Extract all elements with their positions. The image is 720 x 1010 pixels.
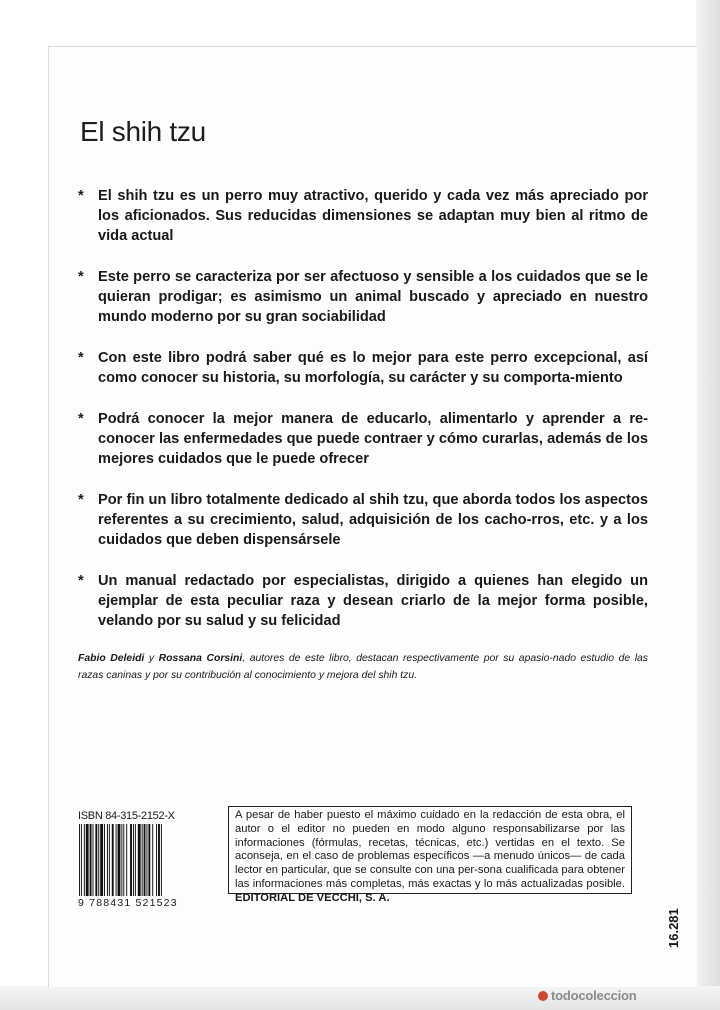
book-title: El shih tzu	[80, 116, 206, 147]
catalog-code: 16.281	[666, 908, 681, 948]
asterisk-bullet: *	[78, 492, 84, 508]
feature-text: Este perro se caracteriza por ser afectuoso y sensible a los cuidados que se le quieran prodigar; es asimismo un animal buscado y apreciado en nuestro mundo moderno por su gran sociabilidad	[98, 269, 648, 325]
feature-item	[76, 348, 648, 388]
disclaimer-box	[228, 806, 632, 904]
feature-text: El shih tzu es un perro muy atractivo, querido y cada vez más apreciado por los aficionados. Sus reducidas dimensiones se adaptan muy bien al ritmo de vida actual	[98, 188, 648, 244]
feature-item	[76, 409, 648, 469]
feature-item	[76, 267, 648, 327]
book-spine-edge	[696, 0, 720, 1010]
author-conjunction: y	[144, 653, 159, 665]
barcode	[78, 824, 196, 896]
authors-note	[78, 650, 648, 684]
ean-digits: 9 788431 521523	[78, 897, 178, 909]
asterisk-bullet: *	[78, 573, 84, 589]
asterisk-bullet: *	[78, 411, 84, 427]
authors-description: , autores de este libro, destacan respectivamente por su apasio-nado estudio de las razas caninas y por su contribución al conocimiento y mejora del shih tzu.	[78, 653, 648, 682]
author-name-2: Rossana Corsini	[158, 653, 243, 665]
feature-item	[76, 571, 648, 631]
feature-item	[76, 186, 648, 246]
watermark-logo-icon	[538, 991, 548, 1001]
feature-item	[76, 490, 648, 550]
feature-text: Con este libro podrá saber qué es lo mejor para este perro excepcional, así como conocer su historia, su morfología, su carácter y su comporta-miento	[98, 350, 648, 386]
publisher-name: EDITORIAL DE VECCHI, S. A.	[235, 891, 390, 904]
asterisk-bullet: *	[78, 350, 84, 366]
feature-list	[76, 186, 648, 652]
watermark	[538, 988, 637, 1003]
isbn-block	[78, 810, 196, 909]
watermark-text: todocoleccion	[551, 988, 637, 1003]
catalog-code-wrap	[666, 888, 686, 948]
feature-text: Podrá conocer la mejor manera de educarlo, alimentarlo y aprender a re-conocer las enfermedades que puede contraer y cómo curarlas, además de los mejores cuidados que le puede ofrecer	[98, 411, 648, 467]
author-name-1: Fabio Deleidi	[78, 653, 145, 665]
asterisk-bullet: *	[78, 188, 84, 204]
disclaimer-text: A pesar de haber puesto el máximo cuidado en la redacción de esta obra, el autor o el editor no pueden en modo alguno responsabilizarse por las informaciones (fórmulas, recetas, técnicas, etc.) vertidas en el texto. Se aconseja, en el caso de problemas específicos —a menudo únicos— de cada lector en particular, que se consulte con una per-sona cualificada para obtener las informaciones más completas, más exactas y lo más actualizadas posible.	[235, 809, 625, 890]
feature-text: Un manual redactado por especialistas, dirigido a quienes han elegido un ejemplar de esta peculiar raza y desean criarlo de la mejor forma posible, velando por su salud y su felicidad	[98, 573, 648, 629]
feature-text: Por fin un libro totalmente dedicado al shih tzu, que aborda todos los aspectos referentes a su crecimiento, salud, adquisición de los cacho-rros, etc. y a los cuidados que deben dispensársele	[98, 492, 648, 548]
asterisk-bullet: *	[78, 269, 84, 285]
isbn-number: ISBN 84-315-2152-X	[78, 810, 175, 822]
